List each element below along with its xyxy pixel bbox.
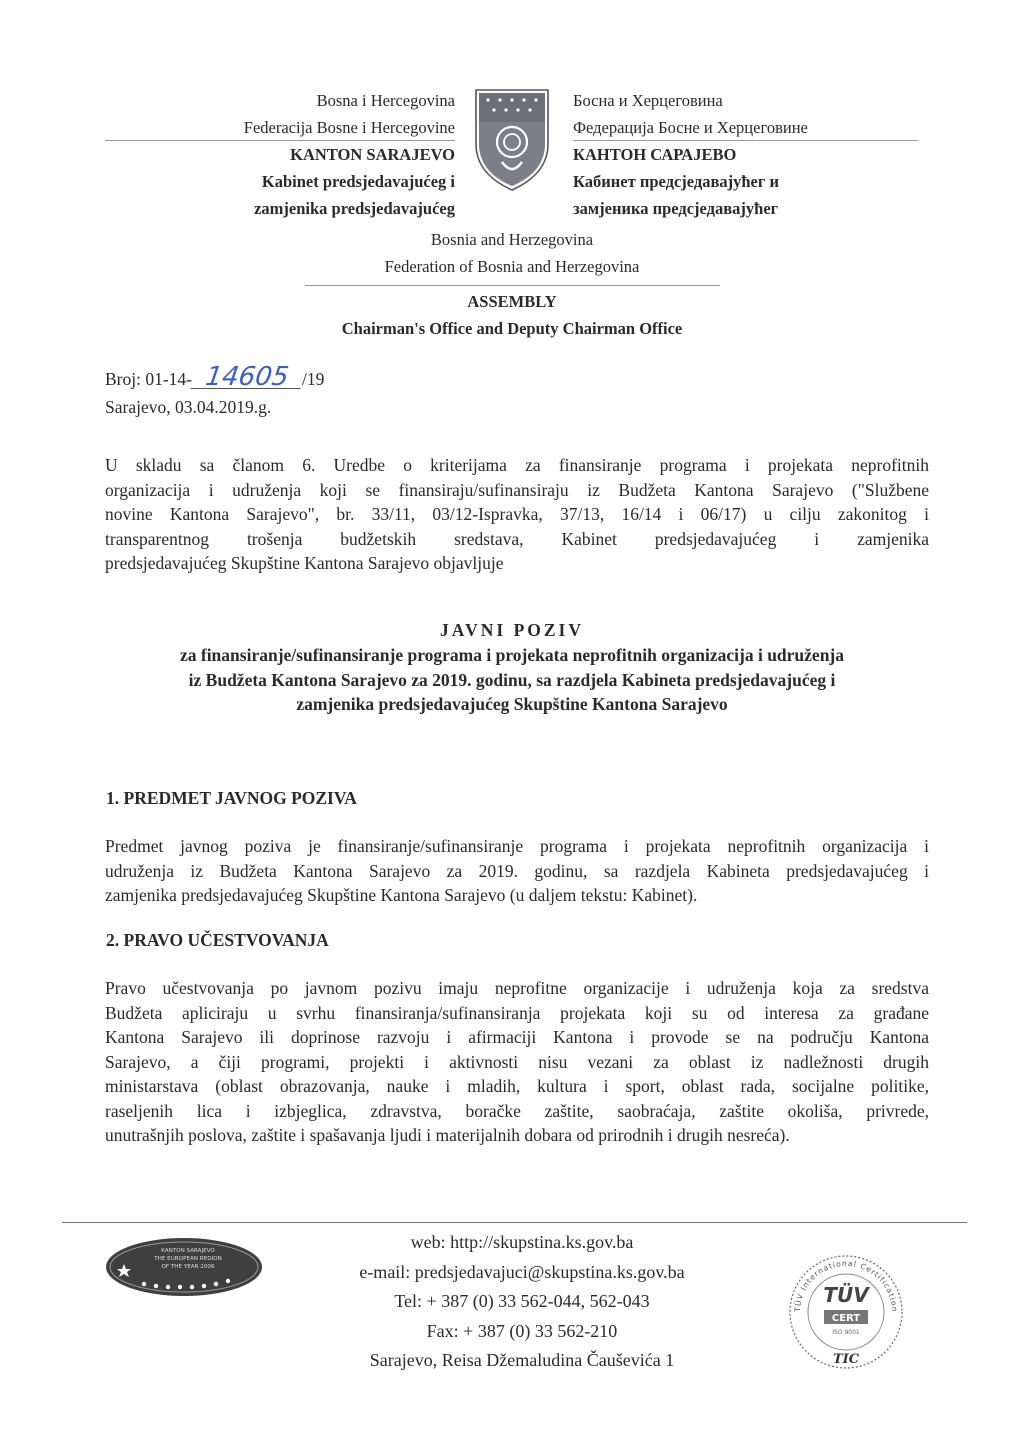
tuv-seal-cert: CERT	[831, 1313, 861, 1324]
call-subtitle-line: zamjenika predsjedavajućeg Skupštine Kantona Sarajevo	[296, 694, 728, 714]
header-english-block	[312, 226, 712, 280]
call-subtitle-line: iz Budžeta Kantona Sarajevo za 2019. godinu, sa razdjela Kabineta predsjedavajućeg i	[188, 669, 836, 690]
reference-prefix: Broj: 01-14-	[105, 369, 193, 389]
section2-line: ministarstava (oblast obrazovanja, nauke i mladih, kultura i sport, oblast rada, socijalne politike,	[105, 1076, 929, 1096]
section2-line: Kantona Sarajevo ili doprinose razvoju i afirmaciji Kantona i provode se na području Kantona	[105, 1027, 929, 1047]
section2-line: Pravo učestvovanja po javnom pozivu imaju neprofitne organizacije i udruženja koja za sredstva	[105, 978, 929, 998]
reference-handwritten-number: 14605	[190, 366, 303, 389]
header-left-country: Bosna i Hercegovina	[316, 91, 455, 110]
footer-tel: Tel: + 387 (0) 33 562-044, 562-043	[394, 1291, 650, 1311]
header-right-rule	[573, 140, 918, 141]
intro-line: organizacija i udruženja koji se finansiraju/sufinansiraju iz Budžeta Kantona Sarajevo ("Službene	[105, 479, 929, 500]
intro-line: predsjedavajućeg Skupštine Kantona Sarajevo objavljuje	[105, 553, 504, 573]
header-right-cabinet: Кабинет предсједавајућег и	[573, 172, 780, 191]
header-left-federation: Federacija Bosne i Hercegovine	[243, 118, 455, 137]
intro-line: transparentnog trošenja budžetskih sredstava, Kabinet predsjedavajućeg i zamjenika	[105, 528, 929, 549]
section1-paragraph	[105, 834, 929, 908]
european-region-logo-line2: THE EUROPEAN REGION	[154, 1256, 222, 1262]
call-title: JAVNI POZIV	[439, 620, 584, 640]
section1-title: 1. PREDMET JAVNOG POZIVA	[106, 788, 357, 808]
tuv-seal-iso: ISO 9001	[832, 1329, 860, 1336]
footer-rule	[62, 1222, 967, 1223]
footer-web: web: http://skupstina.ks.gov.ba	[410, 1232, 634, 1252]
reference-suffix: /19	[302, 369, 325, 389]
reference-number	[105, 362, 325, 392]
intro-line: novine Kantona Sarajevo", br. 33/11, 03/12-Ispravka, 37/13, 16/14 i 06/17) u cilju zakonitog i	[105, 504, 929, 524]
call-subtitle-line: za finansiranje/sufinansiranje programa i projekata neprofitnih organizacija i udruženja	[179, 645, 845, 665]
header-right-federation: Федерација Босне и Херцеговине	[573, 118, 808, 137]
header-office: Chairman's Office and Deputy Chairman Office	[341, 319, 683, 338]
header-left-cabinet: Kabinet predsjedavajućeg i	[261, 172, 455, 191]
tuv-seal-ring-text: TÜV International Certification	[792, 1258, 900, 1313]
european-region-logo-line3: OF THE YEAR 2006	[161, 1264, 215, 1270]
section2-line: raseljenih lica i izbjeglica, zdravstva, boračke zaštite, saobraćaja, zaštite okoliša, privrede,	[105, 1100, 929, 1121]
tuv-seal-tic: TIC	[832, 1352, 860, 1367]
header-assembly-block	[262, 288, 762, 342]
footer-address: Sarajevo, Reisa Džemaludina Čauševića 1	[369, 1350, 675, 1370]
header-assembly: ASSEMBLY	[467, 292, 557, 311]
section2-line: unutrašnjih poslova, zaštite i spašavanja ljudi i materijalnih dobara od prirodnih i drugih nesreća).	[105, 1125, 790, 1145]
intro-line: U skladu sa članom 6. Uredbe o kriterijama za finansiranje programa i projekata neprofitnih	[105, 455, 929, 475]
tuv-seal-brand: TÜV	[823, 1283, 869, 1307]
footer-contact-block	[312, 1228, 732, 1376]
header-right-deputy: замјеника предсједавајућег	[573, 199, 779, 218]
section2-title: 2. PRAVO UČESTVOVANJA	[106, 930, 329, 950]
header-right-country: Босна и Херцеговина	[573, 91, 723, 110]
section1-line: udruženja iz Budžeta Kantona Sarajevo za 2019. godinu, sa razdjela Kabineta predsjedavajućeg i	[105, 860, 929, 881]
footer-fax: Fax: + 387 (0) 33 562-210	[426, 1320, 618, 1341]
intro-paragraph	[105, 453, 929, 576]
header-english-country: Bosnia and Herzegovina	[430, 230, 594, 249]
header-english-rule	[305, 285, 720, 286]
section1-line: Predmet javnog poziva je finansiranje/sufinansiranje programa i projekata neprofitnih organizacija i	[105, 836, 929, 856]
tuv-certification-seal	[786, 1252, 906, 1370]
header-right-canton: КАНТОН САРАЈЕВО	[573, 145, 737, 164]
header-left-block	[180, 87, 455, 222]
header-left-deputy: zamjenika predsjedavajućeg	[254, 199, 455, 218]
header-left-canton: KANTON SARAJEVO	[290, 145, 455, 164]
european-region-logo	[104, 1236, 264, 1298]
section2-line: Budžeta apliciraju u svrhu finansiranja/sufinansiranja projekata koji su od interesa za građane	[105, 1002, 929, 1023]
header-right-block	[573, 87, 903, 222]
canton-crest-emblem	[472, 86, 552, 192]
header-left-rule	[105, 140, 455, 141]
section2-paragraph	[105, 976, 929, 1148]
section2-line: Sarajevo, a čiji programi, projekti i aktivnosti nisu vezani za oblast iz nadležnosti drugih	[105, 1051, 929, 1072]
reference-date: Sarajevo, 03.04.2019.g.	[105, 397, 272, 417]
header-english-federation: Federation of Bosnia and Herzegovina	[384, 257, 640, 276]
call-subtitle	[100, 643, 924, 717]
footer-email: e-mail: predsjedavajuci@skupstina.ks.gov.ba	[359, 1261, 685, 1282]
section1-line: zamjenika predsjedavajućeg Skupštine Kantona Sarajevo (u daljem tekstu: Kabinet).	[105, 885, 698, 905]
european-region-logo-line1: KANTON SARAJEVO	[161, 1248, 215, 1254]
